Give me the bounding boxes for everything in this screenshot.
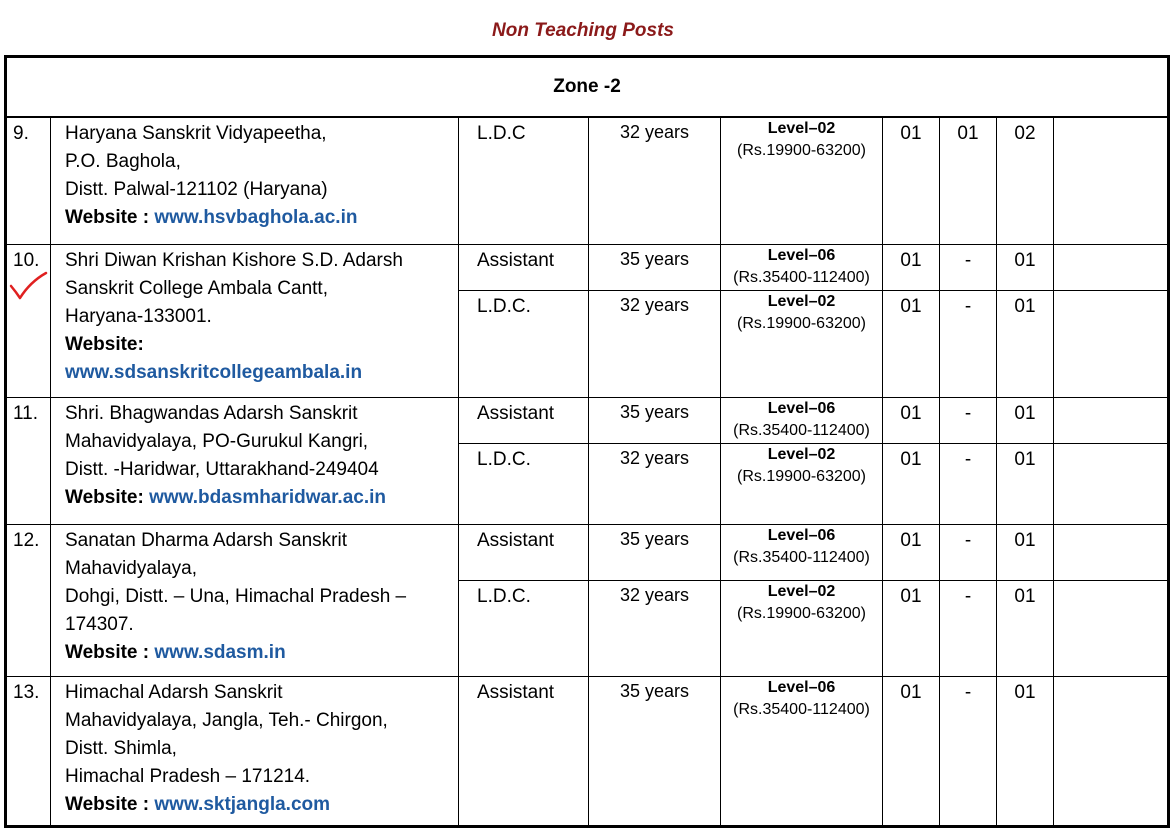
count-3: 01 <box>997 244 1054 290</box>
count-3: 01 <box>997 676 1054 826</box>
count-2: - <box>940 443 997 524</box>
pay-scale: (Rs.19900-63200) <box>737 142 866 159</box>
count-2: - <box>940 244 997 290</box>
empty-cell <box>1054 244 1169 290</box>
institution-cell <box>51 397 459 524</box>
level: Level–06 <box>767 526 836 544</box>
pay-level <box>721 117 883 244</box>
count-2: - <box>940 397 997 443</box>
pay-level <box>721 443 883 524</box>
count-2: - <box>940 676 997 826</box>
serial-number: 9. <box>6 117 51 244</box>
level: Level–06 <box>767 678 836 696</box>
website-label-suffix: : <box>137 207 155 228</box>
table-row <box>6 397 1169 443</box>
empty-cell <box>1054 676 1169 826</box>
post-name: L.D.C. <box>459 290 589 397</box>
count-1: 01 <box>883 290 940 397</box>
post-name: L.D.C <box>459 117 589 244</box>
pay-scale: (Rs.19900-63200) <box>737 314 866 332</box>
post-name: Assistant <box>459 244 589 290</box>
website-label: Website <box>65 641 138 663</box>
red-checkmark-icon <box>8 270 48 302</box>
institution-line: Himachal Pradesh – 171214. <box>65 765 311 787</box>
count-1: 01 <box>883 397 940 443</box>
serial-number: 11. <box>6 397 51 524</box>
level: Level–06 <box>767 399 836 417</box>
website-label: Website <box>65 333 138 355</box>
level: Level–06 <box>767 246 836 264</box>
website-link[interactable]: www.sdsanskritcollegeambala.in <box>65 361 363 383</box>
count-1: 01 <box>883 244 940 290</box>
serial-number: 10. <box>6 244 51 397</box>
empty-cell <box>1054 290 1169 397</box>
count-1: 01 <box>883 443 940 524</box>
level: Level–02 <box>767 292 836 310</box>
pay-level <box>721 244 883 290</box>
count-1: 01 <box>883 676 940 826</box>
serial-number: 12. <box>6 524 51 676</box>
age-limit: 32 years <box>589 443 721 524</box>
level: Level–02 <box>767 582 836 600</box>
website-label: Website <box>65 207 138 228</box>
institution-line: Himachal Adarsh Sanskrit <box>65 681 283 703</box>
institution-line: Haryana Sanskrit Vidyapeetha, <box>65 123 327 144</box>
pay-level <box>721 580 883 676</box>
count-3: 01 <box>997 397 1054 443</box>
table-row <box>6 117 1169 244</box>
pay-scale: (Rs.35400-112400) <box>733 700 870 718</box>
empty-cell <box>1054 580 1169 676</box>
post-name: Assistant <box>459 676 589 826</box>
age-limit: 35 years <box>589 397 721 443</box>
post-name: Assistant <box>459 524 589 580</box>
website-label-suffix: : <box>137 333 144 355</box>
count-2: - <box>940 580 997 676</box>
institution-line: Mahavidyalaya, <box>65 557 198 579</box>
pay-scale: (Rs.19900-63200) <box>737 467 866 485</box>
institution-line: Mahavidyalaya, Jangla, Teh.- Chirgon, <box>65 709 388 731</box>
pay-level <box>721 676 883 826</box>
empty-cell <box>1054 524 1169 580</box>
page-title: Non Teaching Posts <box>492 20 674 41</box>
count-1: 01 <box>883 524 940 580</box>
posts-table <box>4 55 1170 828</box>
pay-level <box>721 524 883 580</box>
institution-line: Mahavidyalaya, PO-Gurukul Kangri, <box>65 430 369 452</box>
count-2: - <box>940 290 997 397</box>
website-link[interactable]: www.sdasm.in <box>154 641 286 663</box>
institution-cell <box>51 524 459 676</box>
empty-cell <box>1054 117 1169 244</box>
pay-scale: (Rs.35400-112400) <box>733 268 870 286</box>
institution-line: Distt. Palwal-121102 (Haryana) <box>65 179 328 200</box>
zone-title: Zone -2 <box>6 57 1169 118</box>
count-1: 01 <box>883 117 940 244</box>
post-name: L.D.C. <box>459 443 589 524</box>
website-link[interactable]: www.bdasmharidwar.ac.in <box>149 486 386 508</box>
institution-line: Sanskrit College Ambala Cantt, <box>65 277 328 299</box>
website-label-suffix: : <box>137 793 155 815</box>
table-row <box>6 676 1169 826</box>
pay-level <box>721 290 883 397</box>
institution-line: Dohgi, Distt. – Una, Himachal Pradesh – <box>65 585 407 607</box>
age-limit: 35 years <box>589 244 721 290</box>
institution-line: 174307. <box>65 613 134 635</box>
institution-line: Shri Diwan Krishan Kishore S.D. Adarsh <box>65 249 403 271</box>
count-3: 01 <box>997 580 1054 676</box>
level: Level–02 <box>767 445 836 463</box>
count-3: 01 <box>997 524 1054 580</box>
post-name: Assistant <box>459 397 589 443</box>
website-label: Website <box>65 486 138 508</box>
count-3: 01 <box>997 443 1054 524</box>
table-row <box>6 244 1169 290</box>
serial-number: 13. <box>6 676 51 826</box>
website-label-suffix: : <box>137 641 155 663</box>
institution-line: Sanatan Dharma Adarsh Sanskrit <box>65 529 347 551</box>
institution-line: Distt. Shimla, <box>65 737 177 759</box>
pay-scale: (Rs.35400-112400) <box>733 548 870 566</box>
institution-line: Haryana-133001. <box>65 305 212 327</box>
empty-cell <box>1054 443 1169 524</box>
pay-level <box>721 397 883 443</box>
count-2: 01 <box>940 117 997 244</box>
pay-scale: (Rs.35400-112400) <box>733 421 870 439</box>
website-label-suffix: : <box>137 486 150 508</box>
institution-cell <box>51 244 459 397</box>
post-name: L.D.C. <box>459 580 589 676</box>
institution-line: Distt. -Haridwar, Uttarakhand-249404 <box>65 458 379 480</box>
age-limit: 32 years <box>589 290 721 397</box>
age-limit: 35 years <box>589 524 721 580</box>
level: Level–02 <box>767 120 836 137</box>
table-row <box>6 524 1169 580</box>
website-link[interactable]: www.hsvbaghola.ac.in <box>154 207 358 228</box>
count-1: 01 <box>883 580 940 676</box>
age-limit: 35 years <box>589 676 721 826</box>
institution-cell <box>51 117 459 244</box>
institution-line: Shri. Bhagwandas Adarsh Sanskrit <box>65 402 358 424</box>
institution-cell <box>51 676 459 826</box>
website-label: Website <box>65 793 138 815</box>
age-limit: 32 years <box>589 117 721 244</box>
institution-line: P.O. Baghola, <box>65 151 181 172</box>
empty-cell <box>1054 397 1169 443</box>
count-2: - <box>940 524 997 580</box>
website-link[interactable]: www.sktjangla.com <box>154 793 331 815</box>
age-limit: 32 years <box>589 580 721 676</box>
count-3: 01 <box>997 290 1054 397</box>
count-3: 02 <box>997 117 1054 244</box>
pay-scale: (Rs.19900-63200) <box>737 604 866 622</box>
